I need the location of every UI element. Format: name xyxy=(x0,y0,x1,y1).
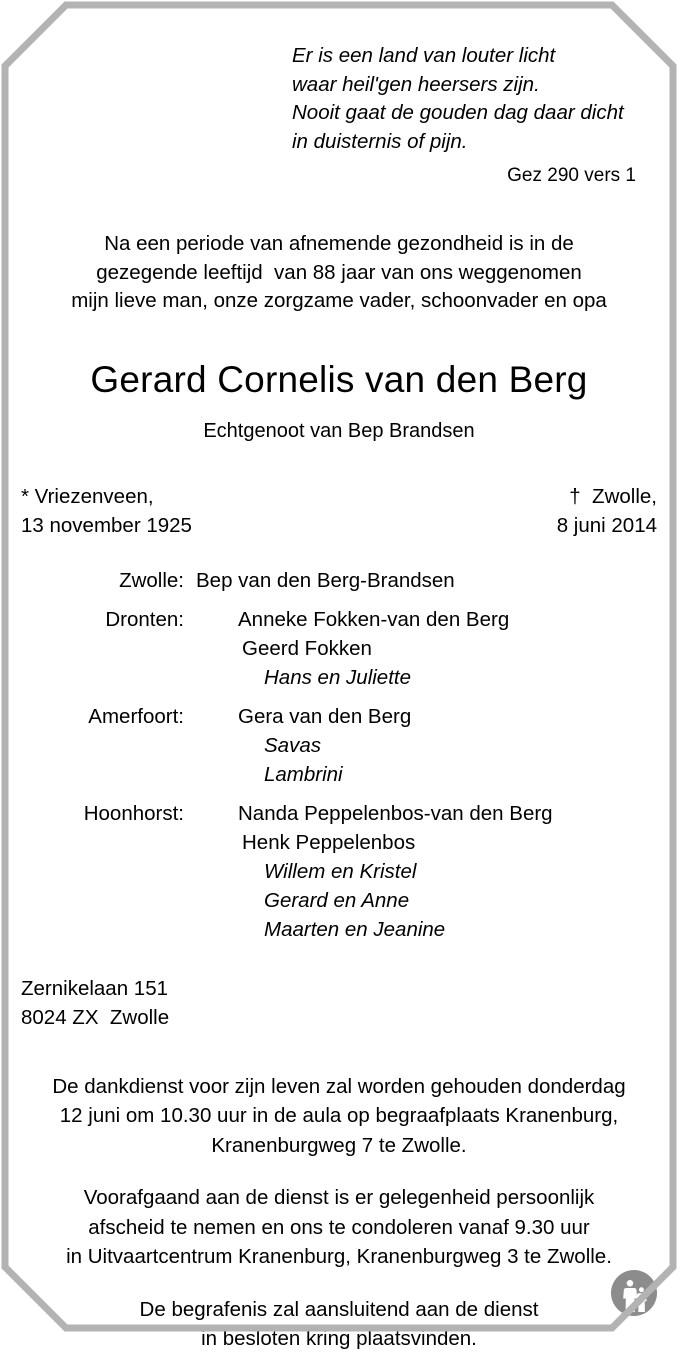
family-member-name: Gera van den Berg xyxy=(238,704,412,728)
death-date: 8 juni 2014 xyxy=(556,513,657,537)
birth-place: * Vriezenveen, xyxy=(21,484,154,508)
service-paragraph xyxy=(14,1183,664,1272)
service-line: De dankdienst voor zijn leven zal worden gehouden donderdag xyxy=(52,1074,626,1098)
grandchild-name: Savas xyxy=(264,733,321,757)
grandchild-name: Hans en Juliette xyxy=(264,665,412,689)
family-group xyxy=(14,799,664,944)
family-place-label: Zwolle: xyxy=(119,568,184,592)
service-line: Kranenburgweg 7 te Zwolle. xyxy=(211,1133,467,1157)
grandchild-name: Willem en Kristel xyxy=(264,859,417,883)
intro-line: gezegende leeftijd van 88 jaar van ons weggenomen xyxy=(96,260,582,284)
poem-line: in duisternis of pijn. xyxy=(292,129,468,153)
grandchild-name: Lambrini xyxy=(264,762,343,786)
family-names xyxy=(196,605,664,692)
family-member-name: Anneke Fokken-van den Berg xyxy=(238,607,510,631)
poem-block xyxy=(14,0,664,156)
service-line: in Uitvaartcentrum Kranenburg, Kranenburgweg 3 te Zwolle. xyxy=(66,1245,612,1268)
service-line: De begrafenis zal aansluitend aan de dienst xyxy=(139,1297,539,1321)
grandchild-name: Gerard en Anne xyxy=(264,888,410,912)
family-group xyxy=(14,605,664,692)
address-line: 8024 ZX Zwolle xyxy=(21,1005,170,1029)
family-place-label: Amerfoort: xyxy=(88,704,184,728)
service-details xyxy=(14,1032,664,1354)
family-names xyxy=(196,799,664,944)
address-line: Zernikelaan 151 xyxy=(21,976,169,1000)
service-paragraph xyxy=(14,1295,664,1354)
spouse-line: Echtgenoot van Bep Brandsen xyxy=(203,419,475,442)
family-member-name: Nanda Peppelenbos-van den Berg xyxy=(238,801,553,825)
family-list xyxy=(14,540,664,944)
grandchild-name: Maarten en Jeanine xyxy=(264,917,446,941)
family-member-name: Henk Peppelenbos xyxy=(242,830,416,854)
service-line: in besloten kring plaatsvinden. xyxy=(201,1327,477,1350)
death-info xyxy=(557,482,664,540)
intro-line: Na een periode van afnemende gezondheid is in de xyxy=(104,232,574,255)
birth-info xyxy=(14,482,192,540)
poem-line: Er is een land van louter licht xyxy=(292,44,556,67)
intro-text xyxy=(14,188,664,316)
birth-death-row xyxy=(14,444,664,540)
family-names xyxy=(196,702,664,789)
service-line: afscheid te nemen en ons te condoleren vanaf 9.30 uur xyxy=(88,1215,590,1239)
service-paragraph xyxy=(14,1072,664,1161)
poem-source: Gez 290 vers 1 xyxy=(507,165,636,186)
family-member-name: Bep van den Berg-Brandsen xyxy=(196,568,455,592)
service-line: Voorafgaand aan de dienst is er gelegenheid persoonlijk xyxy=(83,1186,595,1209)
family-group xyxy=(14,702,664,789)
funeral-home-logo-icon xyxy=(610,1269,658,1317)
death-place: † Zwolle, xyxy=(569,484,657,508)
family-member-name: Geerd Fokken xyxy=(242,636,372,660)
poem-line: waar heil'gen heersers zijn. xyxy=(292,72,540,96)
family-group xyxy=(14,566,664,595)
birth-date: 13 november 1925 xyxy=(21,513,192,537)
service-line: 12 juni om 10.30 uur in de aula op begraafplaats Kranenburg, xyxy=(59,1104,619,1127)
family-place-label: Dronten: xyxy=(105,607,184,631)
family-names xyxy=(196,566,664,595)
deceased-name: Gerard Cornelis van den Berg xyxy=(90,358,588,400)
poem-line: Nooit gaat de gouden dag daar dicht xyxy=(292,101,624,124)
family-place-label: Hoonhorst: xyxy=(83,801,184,825)
correspondence-address xyxy=(14,944,664,1032)
intro-line: mijn lieve man, onze zorgzame vader, schoonvader en opa xyxy=(71,289,607,312)
